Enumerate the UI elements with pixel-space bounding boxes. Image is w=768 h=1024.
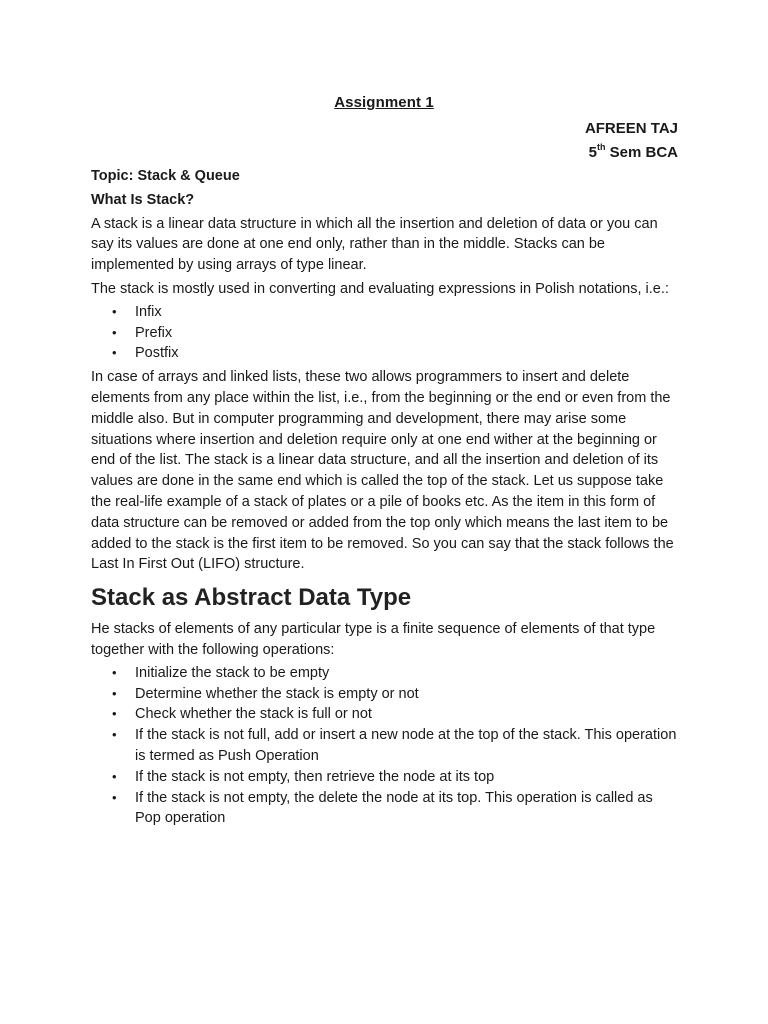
- adt-heading: Stack as Abstract Data Type: [91, 584, 412, 612]
- list-item: • Check whether the stack is full or not: [135, 704, 681, 725]
- list-item: • Initialize the stack to be empty: [135, 663, 681, 684]
- semester-suffix: th: [596, 142, 606, 152]
- list-item: • If the stack is not full, add or insert a new node at the top of the stack. This operation is termed as Push Operation: [135, 725, 681, 767]
- lifo-paragraph: In case of arrays and linked lists, these two allows programmers to insert and delete elements from any place within the list, i.e., from the beginning or the end or even from the middle also. But in computer programming and development, there may arise some situations where insertion and deletion require only at one end wither at the beginning or end of the list. The stack is a linear data structure, and all the insertion and deletion of its values are done in the same end which is called the top of the stack. Let us suppose take the real-life example of a stack of plates or a pile of books etc. As the item in this form of data structure can be removed or added from the top only which means the last item to be added to the stack is the first item to be removed. So you can say that the stack follows the Last In First Out (LIFO) structure.: [91, 369, 674, 573]
- semester-rest: Sem BCA: [605, 144, 678, 161]
- notation-list: [91, 302, 681, 364]
- author-name: AFREEN TAJ: [584, 120, 678, 137]
- what-is-stack-heading: What Is Stack?: [91, 191, 195, 208]
- topic-line: Topic: Stack & Queue: [91, 168, 240, 184]
- list-item: • If the stack is not empty, then retrieve the node at its top: [135, 767, 681, 788]
- list-item: • Postfix: [135, 343, 681, 364]
- polish-notation-paragraph: The stack is mostly used in converting and evaluating expressions in Polish notations, i.e.:: [91, 280, 669, 297]
- assignment-title: Assignment 1: [334, 94, 434, 111]
- list-item: • If the stack is not empty, the delete the node at its top. This operation is called as Pop operation: [135, 788, 681, 830]
- list-item: • Determine whether the stack is empty or not: [135, 684, 681, 705]
- author-semester: [589, 143, 678, 161]
- semester-number: 5: [588, 144, 597, 161]
- operations-list: [91, 663, 681, 829]
- document-body: [91, 166, 681, 829]
- list-item: • Prefix: [135, 323, 681, 344]
- list-item: • Infix: [135, 302, 681, 323]
- stack-definition-paragraph: A stack is a linear data structure in which all the insertion and deletion of data or you can say its values are done at one end only, rather than in the middle. Stacks can be implemented by using arrays of type linear.: [91, 215, 658, 274]
- adt-intro-paragraph: He stacks of elements of any particular type is a finite sequence of elements of that type together with the following operations:: [91, 621, 656, 658]
